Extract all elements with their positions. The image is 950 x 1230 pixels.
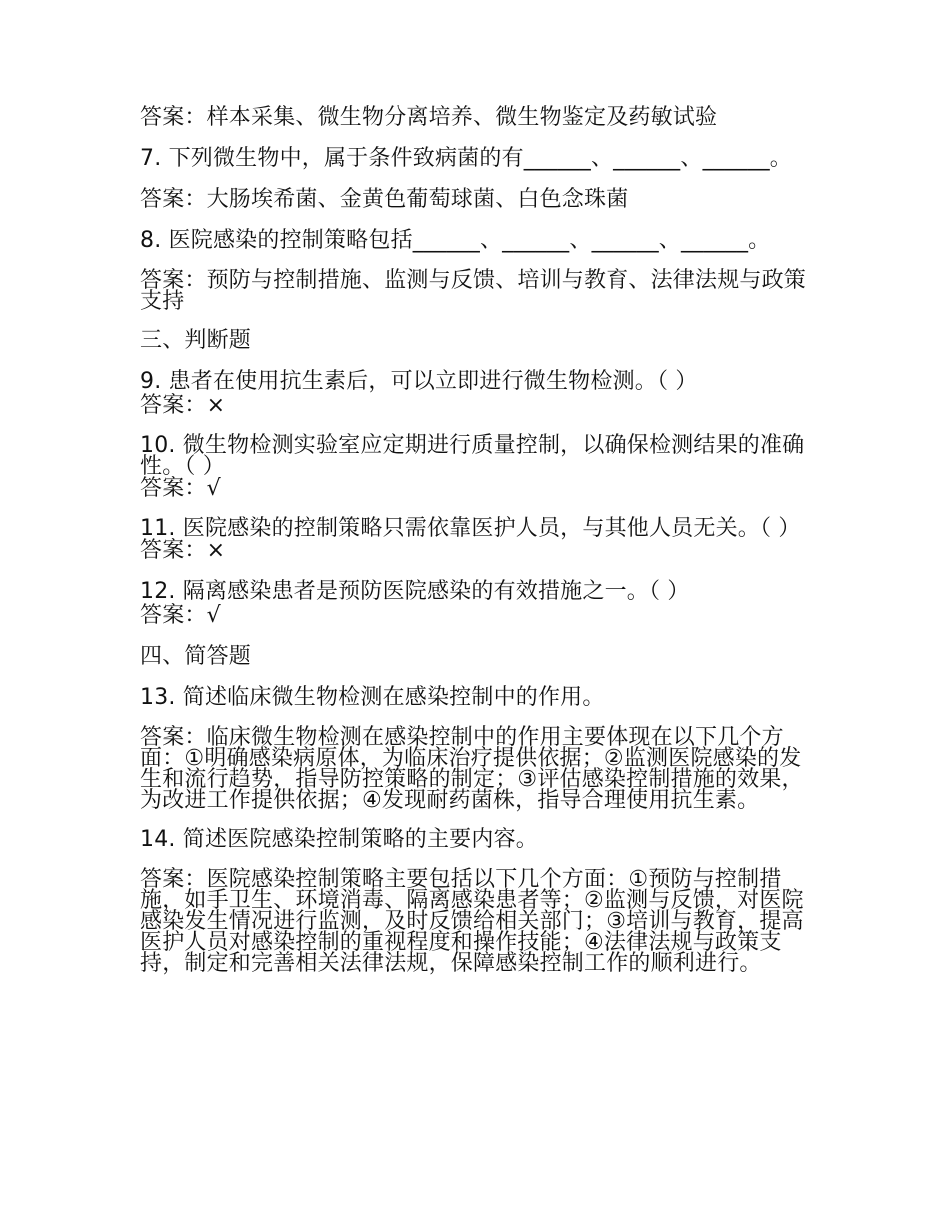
section-heading-true-false: 三、判断题	[140, 328, 252, 353]
question-13: 13. 简述临床微生物检测在感染控制中的作用。	[140, 685, 605, 710]
answer-7: 答案：大肠埃希菌、金黄色葡萄球菌、白色念珠菌	[140, 187, 629, 212]
question-9: 9. 患者在使用抗生素后，可以立即进行微生物检测。（ ）	[140, 369, 698, 394]
question-10: 10. 微生物检测实验室应定期进行质量控制，以确保检测结果的准确性。（ ）	[140, 433, 805, 479]
question-7: 7. 下列微生物中，属于条件致病菌的有______、______、______。	[140, 146, 792, 171]
document-page	[140, 106, 812, 974]
answer-10: 答案：√	[140, 476, 221, 501]
answer-14: 答案：医院感染控制策略主要包括以下几个方面：①预防与控制措施，如手卫生、环境消毒、隔离感染患者等；②监测与反馈，对医院感染发生情况进行监测，及时反馈给相关部门；③培训与教育，提高医护人员对感染控制的重视程度和操作技能；④法律法规与政策支持，制定和完善相关法律法规，保障感染控制工作的顺利进行。	[140, 867, 804, 976]
answer-11: 答案：×	[140, 538, 226, 563]
question-14: 14. 简述医院感染控制策略的主要内容。	[140, 827, 538, 852]
section-heading-short-answer: 四、简答题	[140, 644, 252, 669]
question-8: 8. 医院感染的控制策略包括______、______、______、______。	[140, 228, 771, 253]
question-11: 11. 医院感染的控制策略只需依靠医护人员，与其他人员无关。（ ）	[140, 516, 801, 541]
answer-9: 答案：×	[140, 393, 226, 418]
answer-8: 答案：预防与控制措施、监测与反馈、培训与教育、法律法规与政策支持	[140, 268, 807, 314]
answer-13: 答案：临床微生物检测在感染控制中的作用主要体现在以下几个方面：①明确感染病原体，为临床治疗提供依据；②监测医院感染的发生和流行趋势，指导防控策略的制定；③评估感染控制措施的效果，为改进工作提供依据；④发现耐药菌株，指导合理使用抗生素。	[140, 725, 804, 813]
question-12: 12. 隔离感染患者是预防医院感染的有效措施之一。（ ）	[140, 579, 690, 604]
answer-12: 答案：√	[140, 603, 221, 628]
answer-6: 答案：样本采集、微生物分离培养、微生物鉴定及药敏试验	[140, 105, 718, 130]
